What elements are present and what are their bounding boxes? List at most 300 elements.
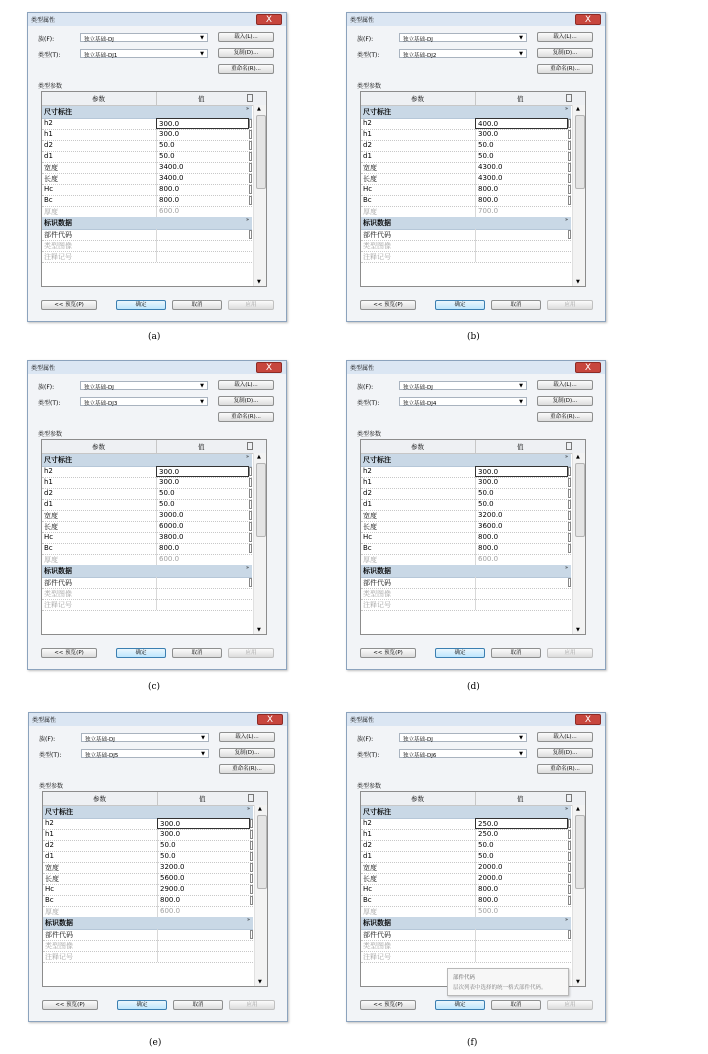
cancel-button[interactable]: 取消	[491, 1000, 541, 1010]
ok-button[interactable]: 确定	[435, 1000, 485, 1010]
parameter-value-field[interactable]: 50.0	[475, 840, 568, 851]
parameter-value-field[interactable]: 2900.0	[157, 884, 250, 895]
parameter-value-field[interactable]: 50.0	[157, 840, 250, 851]
parameter-value-field[interactable]: 800.0	[475, 895, 568, 906]
parameter-value-field[interactable]: 250.0	[475, 829, 568, 840]
ok-button[interactable]: 确定	[116, 300, 166, 310]
parameter-value-field[interactable]: 6000.0	[156, 521, 249, 532]
parameter-value-field[interactable]: 3000.0	[156, 510, 249, 521]
parameter-value-field[interactable]: 4300.0	[475, 173, 568, 184]
parameter-name: 注释记号	[45, 953, 73, 961]
collapse-icon[interactable]: »	[246, 806, 250, 812]
parameter-value-field[interactable]: 50.0	[157, 851, 250, 862]
vertical-scrollbar[interactable]	[572, 453, 586, 634]
vertical-scrollbar[interactable]	[572, 805, 586, 986]
value-edit-icon[interactable]	[568, 544, 571, 553]
dialog-title: 类型属性	[350, 17, 375, 24]
value-edit-icon[interactable]	[250, 885, 253, 894]
scroll-up-icon[interactable]: ▲	[257, 454, 261, 460]
parameter-value-field[interactable]: 50.0	[156, 499, 249, 510]
column-divider[interactable]	[475, 440, 476, 453]
column-divider[interactable]	[475, 792, 476, 805]
parameter-value-field[interactable]: 50.0	[475, 499, 568, 510]
value-edit-icon[interactable]	[250, 896, 253, 905]
value-edit-icon[interactable]	[250, 874, 253, 883]
duplicate-button[interactable]: 复制(D)...	[537, 396, 593, 406]
value-edit-icon[interactable]	[250, 819, 253, 828]
parameter-name: 宽度	[363, 864, 377, 872]
apply-button[interactable]: 应用	[229, 1000, 275, 1010]
family-select[interactable]	[81, 733, 209, 742]
value-edit-icon[interactable]	[568, 500, 571, 509]
rename-button[interactable]: 重命名(R)...	[218, 64, 274, 74]
parameter-name: 宽度	[363, 512, 377, 520]
family-select[interactable]	[80, 381, 208, 390]
parameter-value-field[interactable]: 800.0	[157, 895, 250, 906]
chevron-down-icon: ▼	[200, 383, 204, 389]
value-edit-icon[interactable]	[249, 163, 252, 172]
parameter-value-field[interactable]: 300.0	[156, 466, 249, 477]
value-edit-icon[interactable]	[568, 185, 571, 194]
parameter-name: 长度	[44, 523, 58, 531]
collapse-icon[interactable]: »	[564, 217, 568, 223]
family-select[interactable]	[399, 733, 527, 742]
ok-button[interactable]: 确定	[116, 648, 166, 658]
parameter-value-field[interactable]	[475, 929, 568, 940]
header-parameter: 参数	[411, 795, 424, 803]
column-divider[interactable]	[475, 92, 476, 105]
type-parameters-label: 类型参数	[357, 783, 382, 790]
rename-button[interactable]: 重命名(R)...	[218, 412, 274, 422]
parameter-value-field	[475, 599, 568, 610]
collapse-icon[interactable]: »	[245, 106, 249, 112]
parameter-name: d2	[363, 141, 372, 149]
preview-button[interactable]: << 预览(P)	[360, 648, 416, 658]
vertical-scrollbar[interactable]	[253, 105, 267, 286]
parameter-name: 长度	[363, 523, 377, 531]
parameter-name: 厚度	[44, 556, 58, 564]
grid-header	[361, 440, 585, 454]
duplicate-button[interactable]: 复制(D)...	[537, 748, 593, 758]
title-bar[interactable]	[347, 361, 605, 374]
parameter-value-field[interactable]: 800.0	[156, 195, 249, 206]
type-select[interactable]	[399, 49, 527, 58]
parameter-name: h2	[44, 467, 53, 475]
parameter-value-field[interactable]: 3200.0	[157, 862, 250, 873]
duplicate-button[interactable]: 复制(D)...	[537, 48, 593, 58]
value-edit-icon[interactable]	[568, 863, 571, 872]
family-select-value: 独立基础-DJ	[403, 737, 433, 743]
cancel-button[interactable]: 取消	[173, 1000, 223, 1010]
parameter-name: h2	[363, 467, 372, 475]
group-identity-data-label: 标识数据	[44, 567, 72, 575]
ok-button[interactable]: 确定	[117, 1000, 167, 1010]
load-button[interactable]: 载入(L)...	[219, 732, 275, 742]
parameter-value-field[interactable]: 800.0	[475, 532, 568, 543]
collapse-icon[interactable]: »	[564, 917, 568, 923]
family-select[interactable]	[80, 33, 208, 42]
close-button[interactable]	[256, 362, 282, 373]
scroll-thumb[interactable]	[256, 115, 266, 189]
cancel-button[interactable]: 取消	[491, 300, 541, 310]
value-edit-icon[interactable]	[249, 522, 252, 531]
value-edit-icon[interactable]	[568, 489, 571, 498]
parameter-row	[42, 251, 252, 263]
parameter-value-field[interactable]: 300.0	[475, 477, 568, 488]
family-select[interactable]	[399, 33, 527, 42]
parameter-value-field[interactable]: 800.0	[475, 195, 568, 206]
parameter-name: 注释记号	[363, 253, 391, 261]
load-button[interactable]: 载入(L)...	[218, 32, 274, 42]
parameter-value-field[interactable]: 50.0	[475, 488, 568, 499]
type-properties-panel-1	[27, 12, 287, 342]
value-edit-icon[interactable]	[249, 174, 252, 183]
value-edit-icon[interactable]	[249, 511, 252, 520]
type-select[interactable]	[399, 749, 527, 758]
parameter-name: 宽度	[44, 164, 58, 172]
preview-button[interactable]: << 预览(P)	[41, 648, 97, 658]
value-edit-icon[interactable]	[250, 852, 253, 861]
group-dimensions-label: 尺寸标注	[363, 808, 391, 816]
parameter-value-field: 500.0	[475, 906, 568, 917]
type-properties-dialog	[27, 12, 287, 322]
parameter-value-field[interactable]: 2000.0	[475, 873, 568, 884]
family-label: 族(F):	[357, 36, 374, 43]
collapse-icon[interactable]: »	[564, 565, 568, 571]
type-properties-dialog	[346, 12, 606, 322]
family-label: 族(F):	[357, 736, 374, 743]
close-button[interactable]	[257, 714, 283, 725]
apply-button[interactable]: 应用	[228, 648, 274, 658]
parameter-value-field[interactable]: 800.0	[475, 184, 568, 195]
column-resize-icon[interactable]	[566, 94, 572, 102]
parameter-value-field[interactable]: 3600.0	[475, 521, 568, 532]
duplicate-button[interactable]: 复制(D)...	[218, 396, 274, 406]
scroll-down-icon[interactable]: ▼	[257, 627, 261, 633]
parameter-name: 类型图像	[45, 942, 73, 950]
parameter-value-field[interactable]: 800.0	[156, 543, 249, 554]
value-edit-icon[interactable]	[568, 533, 571, 542]
column-resize-icon[interactable]	[566, 794, 572, 802]
rename-button[interactable]: 重命名(R)...	[219, 764, 275, 774]
parameter-value-field[interactable]: 50.0	[156, 151, 249, 162]
value-edit-icon[interactable]	[568, 141, 571, 150]
value-edit-icon[interactable]	[249, 185, 252, 194]
load-button[interactable]: 载入(L)...	[218, 380, 274, 390]
value-edit-icon[interactable]	[249, 500, 252, 509]
group-dimensions-label: 尺寸标注	[363, 456, 391, 464]
parameter-value-field[interactable]: 50.0	[156, 488, 249, 499]
column-resize-icon[interactable]	[566, 442, 572, 450]
figure-caption: (c)	[148, 682, 161, 692]
parameter-value-field[interactable]: 300.0	[156, 118, 249, 129]
parameter-name: Hc	[363, 533, 373, 541]
title-bar[interactable]	[347, 713, 605, 726]
type-label: 类型(T):	[357, 400, 380, 407]
apply-button[interactable]: 应用	[228, 300, 274, 310]
column-divider[interactable]	[156, 92, 157, 105]
parameter-value-field[interactable]: 4300.0	[475, 162, 568, 173]
parameter-name: Hc	[45, 885, 55, 893]
header-parameter: 参数	[93, 795, 106, 803]
grid-header	[42, 92, 266, 106]
header-value: 值	[517, 443, 524, 451]
value-edit-icon[interactable]	[568, 522, 571, 531]
dialog-title: 类型属性	[31, 17, 56, 24]
value-edit-icon[interactable]	[249, 230, 252, 239]
group-identity-data-label: 标识数据	[44, 219, 72, 227]
parameter-name: 宽度	[363, 164, 377, 172]
load-button[interactable]: 载入(L)...	[537, 32, 593, 42]
close-button[interactable]	[575, 362, 601, 373]
preview-button[interactable]: << 预览(P)	[42, 1000, 98, 1010]
parameter-name: Hc	[44, 533, 54, 541]
rename-button[interactable]: 重命名(R)...	[537, 764, 593, 774]
value-edit-icon[interactable]	[250, 841, 253, 850]
cancel-button[interactable]: 取消	[172, 300, 222, 310]
apply-button[interactable]: 应用	[547, 1000, 593, 1010]
chevron-down-icon: ▼	[519, 399, 523, 405]
type-select[interactable]	[80, 397, 208, 406]
close-button[interactable]	[256, 14, 282, 25]
duplicate-button[interactable]: 复制(D)...	[219, 748, 275, 758]
parameter-value-field[interactable]	[156, 229, 249, 240]
apply-button[interactable]: 应用	[547, 648, 593, 658]
close-icon: X	[584, 363, 592, 373]
value-edit-icon[interactable]	[568, 152, 571, 161]
type-properties-panel-4	[346, 360, 606, 692]
scroll-up-icon[interactable]: ▲	[257, 106, 261, 112]
parameter-value-field[interactable]: 300.0	[475, 466, 568, 477]
parameter-value-field[interactable]: 300.0	[156, 129, 249, 140]
column-resize-icon[interactable]	[247, 94, 253, 102]
figure-caption: (b)	[467, 332, 480, 342]
value-edit-icon[interactable]	[249, 478, 252, 487]
parameter-name: 厚度	[363, 208, 377, 216]
apply-button[interactable]: 应用	[547, 300, 593, 310]
value-edit-icon[interactable]	[568, 174, 571, 183]
value-edit-icon[interactable]	[568, 467, 571, 476]
parameter-name: 类型图像	[363, 942, 391, 950]
value-edit-icon[interactable]	[568, 841, 571, 850]
column-divider[interactable]	[157, 792, 158, 805]
ok-button[interactable]: 确定	[435, 648, 485, 658]
type-select[interactable]	[399, 397, 527, 406]
parameter-value-field[interactable]: 800.0	[156, 184, 249, 195]
value-edit-icon[interactable]	[249, 489, 252, 498]
parameter-name: d1	[363, 852, 372, 860]
value-edit-icon[interactable]	[249, 544, 252, 553]
value-edit-icon[interactable]	[249, 467, 252, 476]
parameter-name: Bc	[363, 896, 372, 904]
scroll-down-icon[interactable]: ▼	[257, 279, 261, 285]
parameter-grid	[42, 791, 268, 987]
header-value: 值	[198, 95, 205, 103]
parameter-value-field[interactable]: 300.0	[157, 818, 250, 829]
parameter-value-field	[156, 251, 249, 262]
title-bar[interactable]	[28, 13, 286, 26]
type-select-value: 独立基础-DJ1	[84, 53, 118, 59]
value-edit-icon[interactable]	[568, 130, 571, 139]
value-edit-icon[interactable]	[249, 533, 252, 542]
parameter-value-field[interactable]: 3400.0	[156, 173, 249, 184]
preview-button[interactable]: << 预览(P)	[360, 300, 416, 310]
type-properties-dialog	[346, 712, 606, 1022]
cancel-button[interactable]: 取消	[172, 648, 222, 658]
value-edit-icon[interactable]	[249, 119, 252, 128]
parameter-name: Hc	[44, 185, 54, 193]
value-edit-icon[interactable]	[568, 896, 571, 905]
scroll-up-icon[interactable]: ▲	[576, 106, 580, 112]
parameter-value-field[interactable]: 300.0	[157, 829, 250, 840]
load-button[interactable]: 载入(L)...	[537, 732, 593, 742]
parameter-grid	[360, 791, 586, 987]
scroll-up-icon[interactable]: ▲	[576, 454, 580, 460]
parameter-value-field[interactable]	[156, 577, 249, 588]
value-edit-icon[interactable]	[249, 130, 252, 139]
scroll-thumb[interactable]	[257, 815, 267, 889]
value-edit-icon[interactable]	[568, 478, 571, 487]
collapse-icon[interactable]: »	[246, 917, 250, 923]
parameter-value-field[interactable]: 50.0	[475, 851, 568, 862]
type-label: 类型(T):	[357, 52, 380, 59]
value-edit-icon[interactable]	[568, 163, 571, 172]
column-resize-icon[interactable]	[247, 442, 253, 450]
value-edit-icon[interactable]	[249, 152, 252, 161]
dialog-title: 类型属性	[350, 717, 375, 724]
value-edit-icon[interactable]	[249, 578, 252, 587]
family-select[interactable]	[399, 381, 527, 390]
collapse-icon[interactable]: »	[245, 565, 249, 571]
group-dimensions-label: 尺寸标注	[45, 808, 73, 816]
column-divider[interactable]	[156, 440, 157, 453]
type-select[interactable]	[81, 749, 209, 758]
close-button[interactable]	[575, 14, 601, 25]
load-button[interactable]: 载入(L)...	[537, 380, 593, 390]
collapse-icon[interactable]: »	[564, 106, 568, 112]
parameter-name: 注释记号	[363, 953, 391, 961]
parameter-value-field[interactable]	[157, 929, 250, 940]
parameter-name: 厚度	[363, 908, 377, 916]
value-edit-icon[interactable]	[568, 885, 571, 894]
rename-button[interactable]: 重命名(R)...	[537, 64, 593, 74]
collapse-icon[interactable]: »	[564, 454, 568, 460]
preview-button[interactable]: << 预览(P)	[41, 300, 97, 310]
vertical-scrollbar[interactable]	[254, 805, 268, 986]
parameter-name: Bc	[44, 196, 53, 204]
collapse-icon[interactable]: »	[245, 217, 249, 223]
scroll-down-icon[interactable]: ▼	[576, 279, 580, 285]
type-properties-panel-6	[346, 712, 606, 1048]
parameter-value-field[interactable]: 2000.0	[475, 862, 568, 873]
rename-button[interactable]: 重命名(R)...	[537, 412, 593, 422]
parameter-value-field[interactable]: 3800.0	[156, 532, 249, 543]
cancel-button[interactable]: 取消	[491, 648, 541, 658]
parameter-value-field: 600.0	[475, 554, 568, 565]
value-edit-icon[interactable]	[568, 930, 571, 939]
parameter-value-field[interactable]: 300.0	[475, 129, 568, 140]
parameter-value-field[interactable]: 50.0	[156, 140, 249, 151]
column-resize-icon[interactable]	[248, 794, 254, 802]
title-bar[interactable]	[28, 361, 286, 374]
grid-header	[361, 792, 585, 806]
dialog-title: 类型属性	[32, 717, 57, 724]
scroll-thumb[interactable]	[575, 815, 585, 889]
value-edit-icon[interactable]	[250, 930, 253, 939]
scroll-thumb[interactable]	[575, 463, 585, 537]
parameter-value-field[interactable]: 300.0	[156, 477, 249, 488]
value-edit-icon[interactable]	[249, 196, 252, 205]
value-edit-icon[interactable]	[568, 230, 571, 239]
parameter-value-field[interactable]: 250.0	[475, 818, 568, 829]
type-properties-panel-5	[28, 712, 288, 1048]
scroll-down-icon[interactable]: ▼	[576, 627, 580, 633]
parameter-value-field[interactable]: 800.0	[475, 884, 568, 895]
parameter-value-field	[157, 951, 250, 962]
scroll-up-icon[interactable]: ▲	[576, 806, 580, 812]
family-select-value: 独立基础-DJ	[403, 385, 433, 391]
parameter-name: 部件代码	[44, 579, 72, 587]
title-bar[interactable]	[347, 13, 605, 26]
value-edit-icon[interactable]	[568, 196, 571, 205]
scroll-thumb[interactable]	[575, 115, 585, 189]
value-edit-icon[interactable]	[568, 819, 571, 828]
parameter-value-field[interactable]: 50.0	[475, 151, 568, 162]
collapse-icon[interactable]: »	[245, 454, 249, 460]
vertical-scrollbar[interactable]	[253, 453, 267, 634]
value-edit-icon[interactable]	[568, 578, 571, 587]
type-select[interactable]	[80, 49, 208, 58]
value-edit-icon[interactable]	[568, 874, 571, 883]
close-button[interactable]	[575, 714, 601, 725]
value-edit-icon[interactable]	[568, 119, 571, 128]
ok-button[interactable]: 确定	[435, 300, 485, 310]
title-bar[interactable]	[29, 713, 287, 726]
type-label: 类型(T):	[38, 52, 61, 59]
preview-button[interactable]: << 预览(P)	[360, 1000, 416, 1010]
header-value: 值	[198, 443, 205, 451]
scroll-up-icon[interactable]: ▲	[258, 806, 262, 812]
parameter-value-field[interactable]: 5600.0	[157, 873, 250, 884]
parameter-value-field[interactable]	[475, 577, 568, 588]
scroll-thumb[interactable]	[256, 463, 266, 537]
parameter-value-field[interactable]: 800.0	[475, 543, 568, 554]
parameter-value-field[interactable]: 3400.0	[156, 162, 249, 173]
family-select-value: 独立基础-DJ	[84, 37, 114, 43]
parameter-value-field[interactable]: 400.0	[475, 118, 568, 129]
collapse-icon[interactable]: »	[564, 806, 568, 812]
value-edit-icon[interactable]	[568, 852, 571, 861]
value-edit-icon[interactable]	[568, 830, 571, 839]
value-edit-icon[interactable]	[249, 141, 252, 150]
parameter-value-field[interactable]: 50.0	[475, 140, 568, 151]
scroll-down-icon[interactable]: ▼	[576, 979, 580, 985]
parameter-value-field[interactable]	[475, 229, 568, 240]
value-edit-icon[interactable]	[568, 511, 571, 520]
parameter-value-field: 700.0	[475, 206, 568, 217]
vertical-scrollbar[interactable]	[572, 105, 586, 286]
parameter-name: 注释记号	[44, 601, 72, 609]
group-identity-data-label: 标识数据	[363, 567, 391, 575]
type-label: 类型(T):	[38, 400, 61, 407]
duplicate-button[interactable]: 复制(D)...	[218, 48, 274, 58]
parameter-value-field[interactable]: 3200.0	[475, 510, 568, 521]
value-edit-icon[interactable]	[250, 830, 253, 839]
group-dimensions-label: 尺寸标注	[44, 456, 72, 464]
scroll-down-icon[interactable]: ▼	[258, 979, 262, 985]
close-icon: X	[584, 715, 592, 725]
value-edit-icon[interactable]	[250, 863, 253, 872]
